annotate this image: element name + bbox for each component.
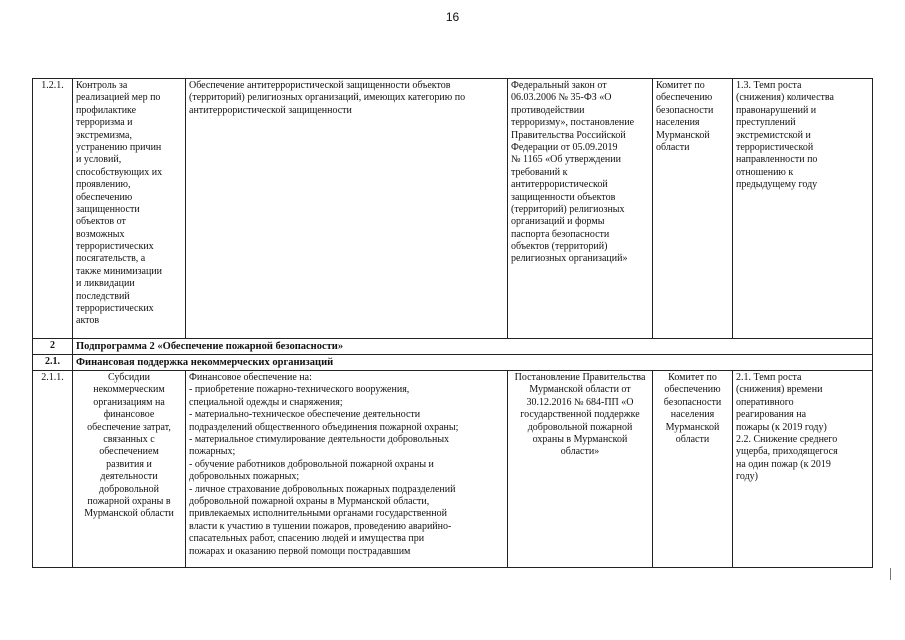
text-line: безопасности [656, 104, 714, 116]
text-line: отношению к [736, 166, 794, 178]
text-line: привлекаемых исполнительными органами государственной [189, 508, 447, 520]
text-line: пожарных; [189, 446, 236, 458]
text-line: Мурманской [665, 421, 720, 433]
text-line: предыдущему году [736, 179, 818, 191]
text-line: добровольной пожарной охраны в Мурманской области, [189, 495, 430, 507]
text-line: паспорта безопасности [511, 228, 610, 240]
scan-edge-mark [890, 568, 891, 580]
text-line: терроризма и [76, 117, 133, 129]
indicator-cell [733, 79, 873, 339]
text-line: 06.03.2006 № 35-ФЗ «О [511, 92, 612, 104]
text-line: подразделений общественного объединения пожарной охраны; [189, 421, 459, 433]
text-line: обеспечением [99, 446, 159, 458]
subprogram-number: 2 [33, 339, 73, 355]
section-title: Финансовая поддержка некоммерческих организаций [73, 355, 873, 371]
text-line: Мурманской [656, 129, 710, 141]
text-line: Финансовое обеспечение на: [189, 372, 312, 384]
text-line: государственной поддержке [520, 409, 640, 421]
text-line: экстремизма, [76, 129, 132, 141]
text-line: № 1165 «Об утверждении [511, 154, 621, 166]
text-line: и условий, [76, 154, 122, 166]
subprogram-title: Подпрограмма 2 «Обеспечение пожарной безопасности» [73, 339, 873, 355]
text-line: посягательств, а [76, 253, 146, 265]
text-line: связанных с [103, 433, 155, 445]
text-line: добровольной пожарной [527, 421, 633, 433]
section-row [33, 355, 873, 371]
text-line: обеспечению [664, 384, 721, 396]
text-line: защищенности [76, 203, 140, 215]
text-line: террористических [76, 303, 154, 315]
text-line: террористической [736, 141, 814, 153]
text-line: защищенности объектов [511, 191, 616, 203]
section-number: 2.1. [33, 355, 73, 371]
executor [656, 80, 729, 154]
text-line: оперативного [736, 396, 794, 408]
measure-description: Обеспечение антитеррористической защищенности объектов (территорий) религиозных организаций, имеющих категорию по антитеррористической защищенности [186, 79, 508, 339]
legal-basis [511, 372, 649, 459]
text-line: безопасности [663, 396, 722, 408]
text-line: Комитет по [668, 372, 717, 384]
text-line: Контроль за [76, 80, 128, 91]
text-line: ущерба, приходящегося [736, 446, 838, 458]
text-line: добровольных пожарных; [189, 471, 300, 483]
text-line: области [656, 141, 690, 153]
text-line: на один пожар (к 2019 [736, 458, 831, 470]
program-measures-table [32, 78, 873, 568]
text-line: терроризму», постановление [511, 117, 635, 129]
text-line: спасательных работ, спасению людей и имущества при [189, 533, 425, 545]
text-line: актов [76, 315, 100, 327]
text-line: обеспечение затрат, [87, 421, 171, 433]
text-line: некоммерческим [93, 384, 165, 396]
table-row [33, 79, 873, 339]
text-line: (снижения) количества [736, 92, 834, 104]
text-line: обеспечению [76, 191, 133, 203]
text-line: добровольной [99, 483, 159, 495]
text-line: охраны в Мурманской [532, 433, 628, 445]
text-line: - материально-техническое обеспечение деятельности [189, 409, 421, 421]
text-line: области» [560, 446, 600, 458]
text-line: проявлению, [76, 179, 131, 191]
measure-description-cell [186, 371, 508, 568]
text-line: населения [656, 117, 700, 129]
text-line: организаций и формы [511, 216, 605, 228]
page-number: 16 [445, 10, 460, 24]
measure-name [76, 372, 182, 521]
text-line: реализацией мер по [76, 92, 161, 104]
text-line: требований к [511, 166, 568, 178]
indicator-cell [733, 371, 873, 568]
text-line: профилактике [76, 104, 137, 116]
text-line: также минимизации [76, 265, 163, 277]
text-line: преступлений [736, 117, 796, 129]
text-line: 30.12.2016 № 684-ПП «О [526, 396, 634, 408]
text-line: деятельности [100, 471, 158, 483]
text-line: пожарах и оказанию первой помощи пострадавшим [189, 545, 411, 557]
text-line: реагирования на [736, 409, 807, 421]
text-line: пожарной охраны в [87, 495, 171, 507]
text-line: объектов от [76, 216, 126, 228]
text-line: организациям на [93, 396, 165, 408]
text-line: (территорий) религиозных [511, 203, 625, 215]
text-line: Мурманской области от [529, 384, 631, 396]
indicator [736, 372, 869, 484]
text-line: обеспечению [656, 92, 713, 104]
text-line: религиозных организаций» [511, 253, 628, 265]
text-line: способствующих их [76, 166, 163, 178]
text-line: населения [670, 409, 715, 421]
text-line: правонарушений и [736, 104, 817, 116]
executor-cell [653, 79, 733, 339]
executor-cell [653, 371, 733, 568]
text-line: Мурманской области [84, 508, 174, 520]
text-line: устранению причин [76, 141, 162, 153]
text-line: последствий [76, 290, 130, 302]
text-line: Постановление Правительства [514, 372, 646, 384]
legal-basis [511, 80, 649, 266]
text-line: 2.1. Темп роста [736, 372, 802, 384]
text-line: финансовое [103, 409, 155, 421]
text-line: противодействии [511, 104, 585, 116]
row-number: 2.1.1. [33, 371, 73, 568]
subprogram-row [33, 339, 873, 355]
text-line: развития и [106, 458, 152, 470]
text-line: террористических [76, 241, 154, 253]
text-line: специальной одежды и снаряжения; [189, 396, 343, 408]
text-line: направленности по [736, 154, 818, 166]
text-line: 1.3. Темп роста [736, 80, 802, 91]
text-line: (снижения) времени [736, 384, 823, 396]
text-line: и ликвидации [76, 278, 135, 290]
text-line: власти к участию в тушении пожаров, проведению аварийно- [189, 520, 452, 532]
text-line: Правительства Российской [511, 129, 626, 141]
measure-name-cell [73, 79, 186, 339]
text-line: - обучение работников добровольной пожарной охраны и [189, 458, 434, 470]
text-line: 2.2. Снижение среднего [736, 433, 838, 445]
text-line: - материальное стимулирование деятельности добровольных [189, 433, 450, 445]
measure-name [76, 80, 182, 328]
text-line: экстремистской и [736, 129, 811, 141]
text-line: Федеральный закон от [511, 80, 607, 91]
executor [656, 372, 729, 446]
legal-basis-cell [508, 371, 653, 568]
text-line: объектов (территорий) [511, 241, 608, 253]
text-line: области [675, 433, 710, 445]
text-line: Субсидии [108, 372, 150, 384]
text-line: антитеррористической [511, 179, 608, 191]
indicator [736, 80, 869, 192]
table-row [33, 371, 873, 568]
measure-description [189, 372, 504, 558]
text-line: пожары (к 2019 году) [736, 421, 827, 433]
row-number: 1.2.1. [33, 79, 73, 339]
legal-basis-cell [508, 79, 653, 339]
text-line: - личное страхование добровольных пожарных подразделений [189, 483, 456, 495]
text-line: Комитет по [656, 80, 705, 91]
text-line: году) [736, 471, 758, 483]
text-line: возможных [76, 228, 125, 240]
text-line: Федерации от 05.09.2019 [511, 141, 618, 153]
text-line: - приобретение пожарно-технического вооружения, [189, 384, 410, 396]
measure-name-cell [73, 371, 186, 568]
